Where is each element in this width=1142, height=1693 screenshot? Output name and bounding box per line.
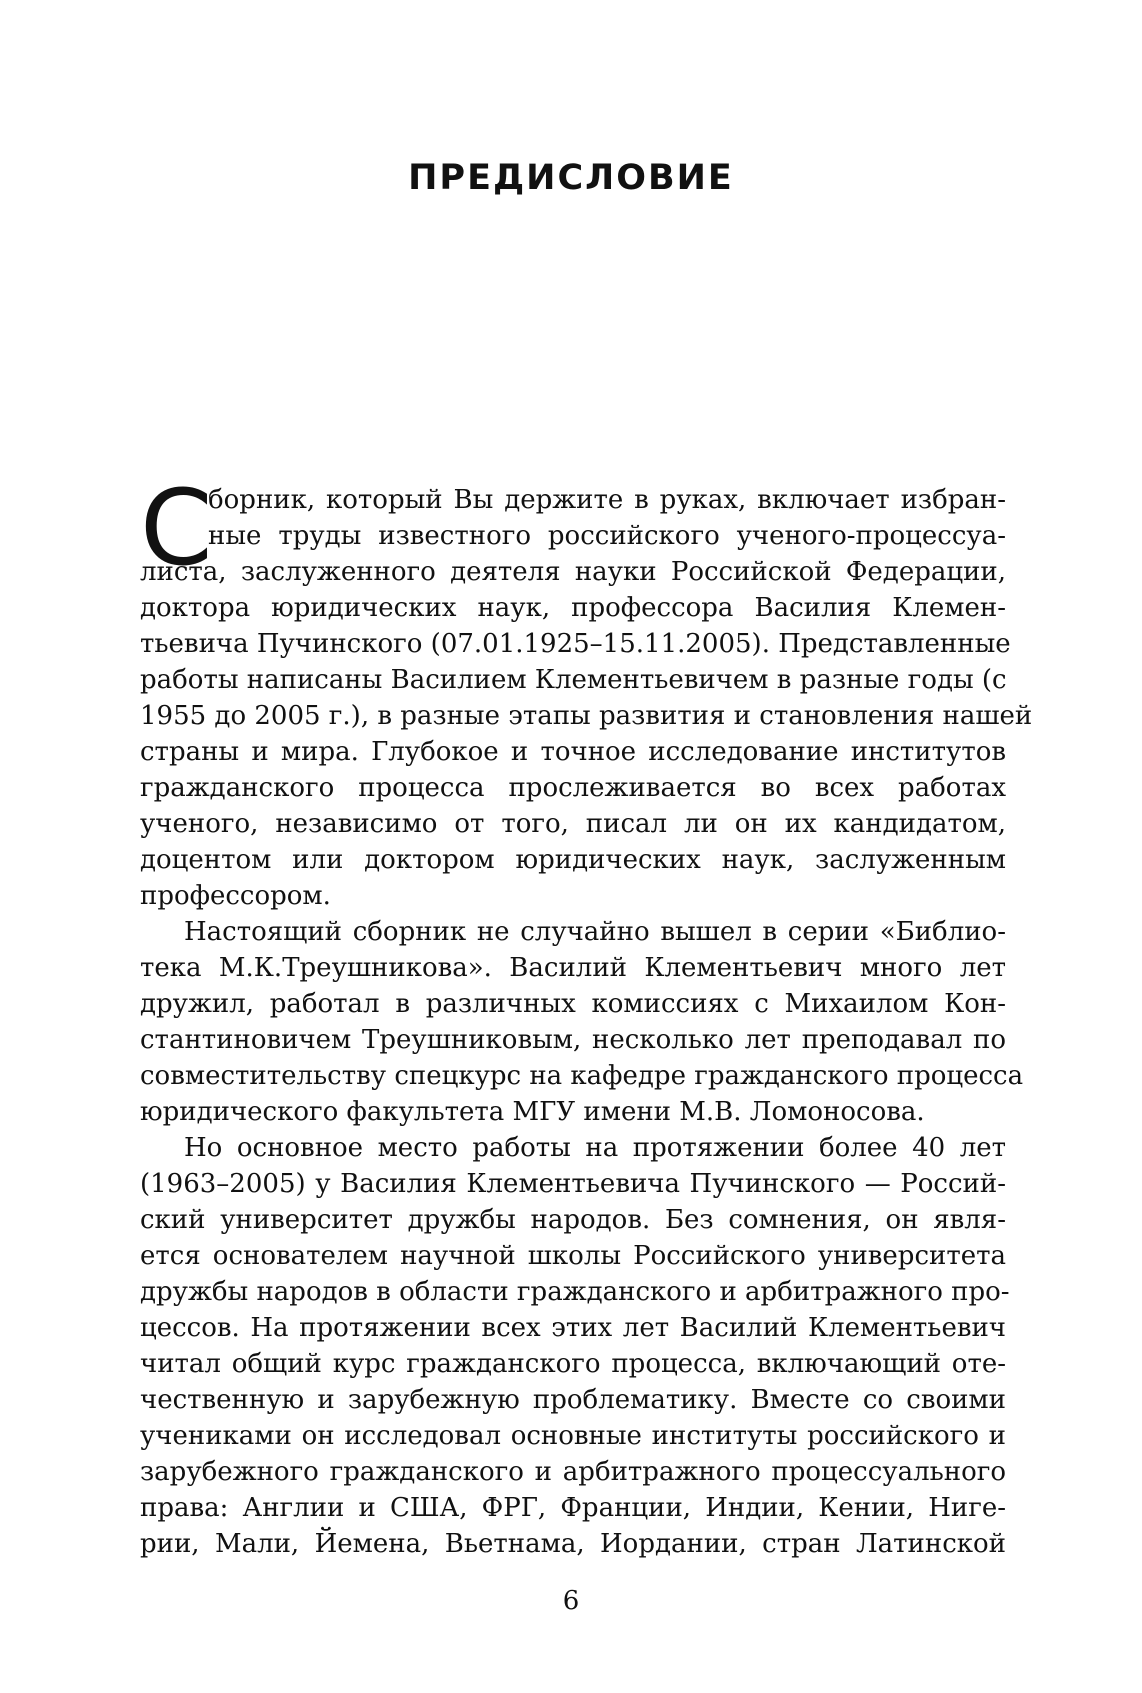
text-line: ется основателем научной школы Российского университета (140, 1241, 1006, 1271)
text-line: ные труды известного российского ученого-процессуа- (208, 521, 1006, 551)
text-line: листа, заслуженного деятеля науки Российской Федерации, (140, 557, 1006, 587)
text-line: юридического факультета МГУ имени М.В. Ломоносова. (140, 1097, 925, 1127)
body-text (140, 467, 1033, 1562)
text-line: чественную и зарубежную проблематику. Вместе со своими (140, 1385, 1006, 1415)
text-line: доктора юридических наук, профессора Василия Клемен- (140, 593, 1006, 623)
text-line: учениками он исследовал основные институты российского и (140, 1421, 1006, 1451)
text-line: тека М.К.Треушникова». Василий Клементьевич много лет (140, 953, 1006, 983)
text-line: Но основное место работы на протяжении более 40 лет (184, 1133, 1006, 1163)
text-line: Настоящий сборник не случайно вышел в серии «Библио- (184, 917, 1006, 947)
page-number: 6 (562, 1586, 580, 1616)
text-line: борник, который Вы держите в руках, включает избран- (208, 485, 1006, 515)
text-line: (1963–2005) у Василия Клементьевича Пучинского — Россий- (140, 1169, 1006, 1199)
text-line: дружил, работал в различных комиссиях с Михаилом Кон- (140, 989, 1006, 1019)
drop-cap: С (140, 467, 213, 589)
text-line: цессов. На протяжении всех этих лет Василий Клементьевич (140, 1313, 1006, 1343)
text-line: стантиновичем Треушниковым, несколько лет преподавал по (140, 1025, 1006, 1055)
text-line: совместительству спецкурс на кафедре гражданского процесса (140, 1061, 1024, 1091)
text-line: ученого, независимо от того, писал ли он их кандидатом, (140, 809, 1006, 839)
text-line: страны и мира. Глубокое и точное исследование институтов (140, 737, 1006, 767)
text-line: читал общий курс гражданского процесса, включающий оте- (140, 1349, 1006, 1379)
text-line: права: Англии и США, ФРГ, Франции, Индии, Кении, Ниге- (140, 1493, 1006, 1523)
text-line: ский университет дружбы народов. Без сомнения, он явля- (140, 1205, 1006, 1235)
text-line: тьевича Пучинского (07.01.1925–15.11.2005). Представленные (140, 629, 1011, 659)
page-title: ПРЕДИСЛОВИЕ (408, 158, 734, 198)
text-line: профессором. (140, 881, 331, 911)
text-line: гражданского процесса прослеживается во всех работах (140, 773, 1006, 803)
text-line: работы написаны Василием Клементьевичем в разные годы (с (140, 665, 1007, 695)
text-line: 1955 до 2005 г.), в разные этапы развития и становления нашей (140, 701, 1033, 731)
text-line: дружбы народов в области гражданского и арбитражного про- (140, 1277, 1010, 1307)
text-line: рии, Мали, Йемена, Вьетнама, Иордании, стран Латинской (140, 1529, 1006, 1559)
text-line: зарубежного гражданского и арбитражного процессуального (140, 1457, 1006, 1487)
text-line: доцентом или доктором юридических наук, заслуженным (140, 845, 1006, 875)
